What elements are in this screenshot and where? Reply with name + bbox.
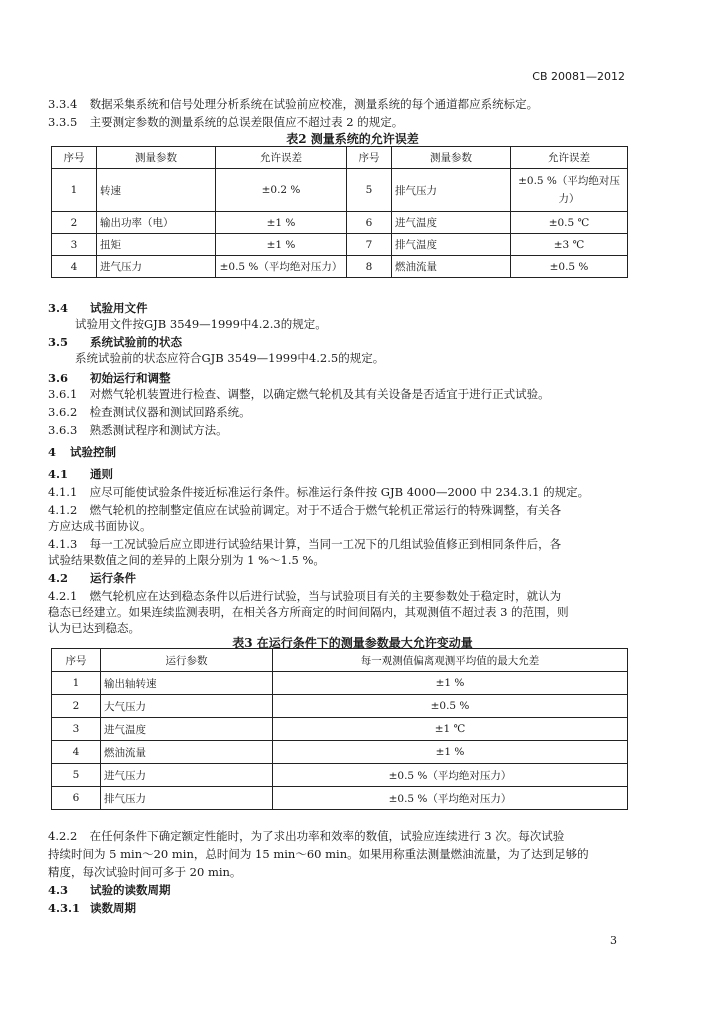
table-cell: ±0.5 %（平均绝对压力） (511, 169, 628, 212)
clause-4-2-1: 4.2.1 燃气轮机应在达到稳态条件以后进行试验，当与试验项目有关的主要参数处于稳定时，就认为 (48, 589, 562, 603)
table-cell: 1 (52, 169, 97, 212)
clause-4-2-1-cont: 稳态已经建立。如果连续监测表明，在相关各方所商定的时间间隔内，其观测值不超过表 3 的范围，则 (48, 605, 569, 619)
table-cell: 排气温度 (392, 234, 511, 256)
table3-row (52, 718, 628, 741)
table3-row (52, 741, 628, 764)
clause-4-2-1-cont: 认为已达到稳态。 (48, 621, 140, 635)
table-cell: ±0.5 %（平均绝对压力） (216, 256, 347, 278)
clause-4-2-2: 4.2.2 在任何条件下确定额定性能时，为了求出功率和效率的数值，试验应连续进行 3 次。每次试验 (48, 829, 565, 843)
table2-header: 序号 (347, 147, 392, 169)
heading-4-3-1: 4.3.1 读数周期 (48, 901, 137, 915)
table3-row (52, 695, 628, 718)
heading-4-1: 4.1 通则 (48, 467, 114, 481)
table-cell: ±1 % (216, 212, 347, 234)
table2-row (52, 212, 628, 234)
heading-3-4: 3.4 试验用文件 (48, 301, 148, 315)
table-cell: 3 (52, 718, 101, 741)
table2-row (52, 234, 628, 256)
table2-header: 序号 (52, 147, 97, 169)
table-cell: ±0.2 % (216, 169, 347, 212)
table3-row (52, 764, 628, 787)
clause-4-1-2: 4.1.2 燃气轮机的控制整定值应在试验前调定。对于不适合于燃气轮机正常运行的特殊调整，有关各 (48, 503, 562, 517)
clause-4-1-3-cont: 试验结果数值之间的差异的上限分别为 1 %～1.5 %。 (48, 553, 325, 567)
table-cell: 2 (52, 212, 97, 234)
clause-3-6-3: 3.6.3 熟悉测试程序和测试方法。 (48, 423, 228, 437)
table-cell: 输出轴转速 (101, 672, 273, 695)
table-cell: 5 (52, 764, 101, 787)
table-cell: 7 (347, 234, 392, 256)
heading-3-6: 3.6 初始运行和调整 (48, 371, 171, 385)
table-cell: 6 (52, 787, 101, 810)
table-cell: 5 (347, 169, 392, 212)
table3 (51, 648, 628, 810)
table2-caption: 表2 测量系统的允许误差 (286, 132, 419, 146)
table2-header: 允许误差 (511, 147, 628, 169)
clause-4-2-2-cont: 精度，每次试验时间可多于 20 min。 (48, 865, 242, 879)
table-cell: 排气压力 (101, 787, 273, 810)
table-cell: ±0.5 % (273, 695, 628, 718)
table-cell: ±0.5 %（平均绝对压力） (273, 764, 628, 787)
table-cell: 进气压力 (101, 764, 273, 787)
table-cell: 2 (52, 695, 101, 718)
clause-4-1-2-cont: 方应达成书面协议。 (48, 519, 152, 533)
table2-header-row (52, 147, 628, 169)
table-cell: 扭矩 (97, 234, 216, 256)
table-cell: 燃油流量 (392, 256, 511, 278)
table-cell: ±0.5 % (511, 256, 628, 278)
table3-header: 序号 (52, 649, 101, 672)
standard-code: CB 20081—2012 (532, 70, 625, 83)
table-cell: 燃油流量 (101, 741, 273, 764)
table2-row (52, 256, 628, 278)
table-cell: ±1 % (273, 672, 628, 695)
clause-3-6-1: 3.6.1 对燃气轮机装置进行检查、调整，以确定燃气轮机及其有关设备是否适宜于进行正式试验。 (48, 387, 550, 401)
text-3-4: 试验用文件按GJB 3549—1999中4.2.3的规定。 (75, 317, 327, 331)
clause-3-3-5: 3.3.5 主要测定参数的测量系统的总误差限值应不超过表 2 的规定。 (48, 115, 404, 129)
table-cell: 6 (347, 212, 392, 234)
table-cell: 4 (52, 741, 101, 764)
table2-header: 测量参数 (392, 147, 511, 169)
table-cell: ±1 % (216, 234, 347, 256)
heading-4-2: 4.2 运行条件 (48, 571, 137, 585)
table-cell: ±0.5 %（平均绝对压力） (273, 787, 628, 810)
table-cell: 输出功率（电） (97, 212, 216, 234)
table-cell: 转速 (97, 169, 216, 212)
table-cell: ±3 ℃ (511, 234, 628, 256)
table-cell: 进气温度 (101, 718, 273, 741)
heading-3-5: 3.5 系统试验前的状态 (48, 335, 183, 349)
table3-header: 每一观测值偏离观测平均值的最大允差 (273, 649, 628, 672)
table-cell: ±1 % (273, 741, 628, 764)
table-cell: 大气压力 (101, 695, 273, 718)
table3-row (52, 672, 628, 695)
table-cell: 3 (52, 234, 97, 256)
table-cell: 1 (52, 672, 101, 695)
table-cell: ±1 ℃ (273, 718, 628, 741)
table-cell: 4 (52, 256, 97, 278)
table-cell: 进气压力 (97, 256, 216, 278)
table2-header: 允许误差 (216, 147, 347, 169)
clause-4-2-2-cont: 持续时间为 5 min～20 min，总时间为 15 min～60 min。如果用称重法测量燃油流量，为了达到足够的 (48, 847, 589, 861)
table2-header: 测量参数 (97, 147, 216, 169)
table-cell: 排气压力 (392, 169, 511, 212)
heading-4-3: 4.3 试验的读数周期 (48, 883, 171, 897)
table3-header: 运行参数 (101, 649, 273, 672)
heading-4: 4 试验控制 (48, 445, 117, 459)
table-cell: ±0.5 ℃ (511, 212, 628, 234)
table2 (51, 146, 628, 278)
table3-caption: 表3 在运行条件下的测量参数最大允许变动量 (232, 636, 473, 650)
table3-header-row (52, 649, 628, 672)
clause-4-1-1: 4.1.1 应尽可能使试验条件接近标准运行条件。标准运行条件按 GJB 4000—2000 中 234.3.1 的规定。 (48, 485, 590, 499)
table-cell: 8 (347, 256, 392, 278)
clause-3-3-4: 3.3.4 数据采集系统和信号处理分析系统在试验前应校准，测量系统的每个通道都应系统标定。 (48, 97, 539, 111)
text-3-5: 系统试验前的状态应符合GJB 3549—1999中4.2.5的规定。 (75, 351, 385, 365)
clause-4-1-3: 4.1.3 每一工况试验后应立即进行试验结果计算，当同一工况下的几组试验值修正到相同条件后，各 (48, 537, 562, 551)
table-cell: 进气温度 (392, 212, 511, 234)
table3-row (52, 787, 628, 810)
clause-3-6-2: 3.6.2 检查测试仪器和测试回路系统。 (48, 405, 251, 419)
page-number: 3 (610, 934, 617, 947)
table2-row (52, 169, 628, 212)
